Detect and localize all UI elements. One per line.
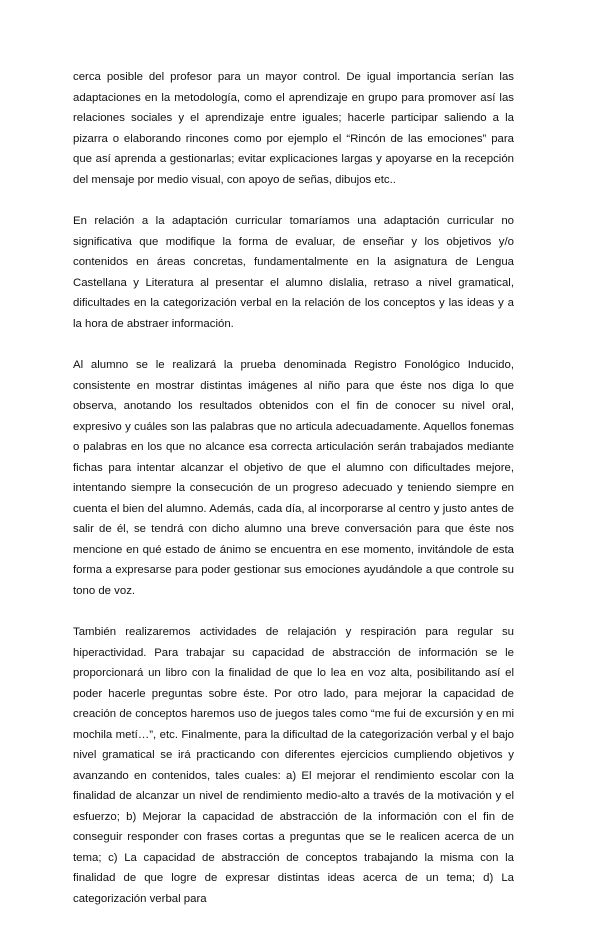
paragraph-actividades-relajacion: También realizaremos actividades de relajación y respiración para regular su hiperactividad. Para trabajar su capacidad de abstracción de información se le proporcionará un libro con la finalidad de que lo lea en voz alta, posibilitando así el poder hacerle preguntas sobre éste. Por otro lado, para mejorar la capacidad de creación de conceptos haremos uso de juegos tales como “me fui de excursión y en mi mochila metí…”, etc. Finalmente, para la dificultad de la categorización verbal y el bajo nivel gramatical se irá practicando con diferentes ejercicios cumpliendo objetivos y avanzando en contenidos, tales cuales: a) El mejorar el rendimiento escolar con la finalidad de alcanzar un nivel de rendimiento medio-alto a través de la motivación y el esfuerzo; b) Mejorar la capacidad de abstracción de la información con el fin de conseguir responder con frases cortas a preguntas que se le realicen acerca de un tema; c) La capacidad de abstracción de conceptos trabajando la misma con la finalidad de que logre de expresar distintas ideas acerca de un tema; d) La categorización verbal para: [73, 626, 514, 905]
document-body: [73, 67, 514, 930]
paragraph-registro-fonologico: Al alumno se le realizará la prueba denominada Registro Fonológico Inducido, consistente en mostrar distintas imágenes al niño para que éste nos diga lo que observa, anotando los resultados obtenidos con el fin de conocer su nivel oral, expresivo y cuáles son las palabras que no articula adecuadamente. Aquellos fonemas o palabras en los que no alcance esa correcta articulación serán trabajados mediante fichas para intentar alcanzar el objetivo de que el alumno con dificultades mejore, intentando siempre la consecución de un progreso adecuado y teniendo siempre en cuenta el bien del alumno. Además, cada día, al incorporarse al centro y justo antes de salir de él, se tendrá con dicho alumno una breve conversación para que éste nos mencione en qué estado de ánimo se encuentra en ese momento, invitándole de esta forma a expresarse para poder gestionar sus emociones ayudándole a que controle su tono de voz.: [73, 359, 514, 597]
paragraph-adaptaciones-metodologia: cerca posible del profesor para un mayor control. De igual importancia serían las adaptaciones en la metodología, como el aprendizaje en grupo para promover así las relaciones sociales y el aprendizaje entre iguales; hacerle participar saliendo a la pizarra o elaborando rincones como por ejemplo el “Rincón de las emociones” para que así aprenda a gestionarlas; evitar explicaciones largas y apoyarse en la recepción del mensaje por medio visual, con apoyo de señas, dibujos etc..: [73, 71, 514, 186]
paragraph-adaptacion-curricular: En relación a la adaptación curricular tomaríamos una adaptación curricular no significativa que modifique la forma de evaluar, de enseñar y los objetivos y/o contenidos en áreas concretas, fundamentalmente en la asignatura de Lengua Castellana y Literatura al presentar el alumno dislalia, retraso a nivel gramatical, dificultades en la categorización verbal en la relación de los conceptos y las ideas y a la hora de abstraer información.: [73, 215, 514, 330]
